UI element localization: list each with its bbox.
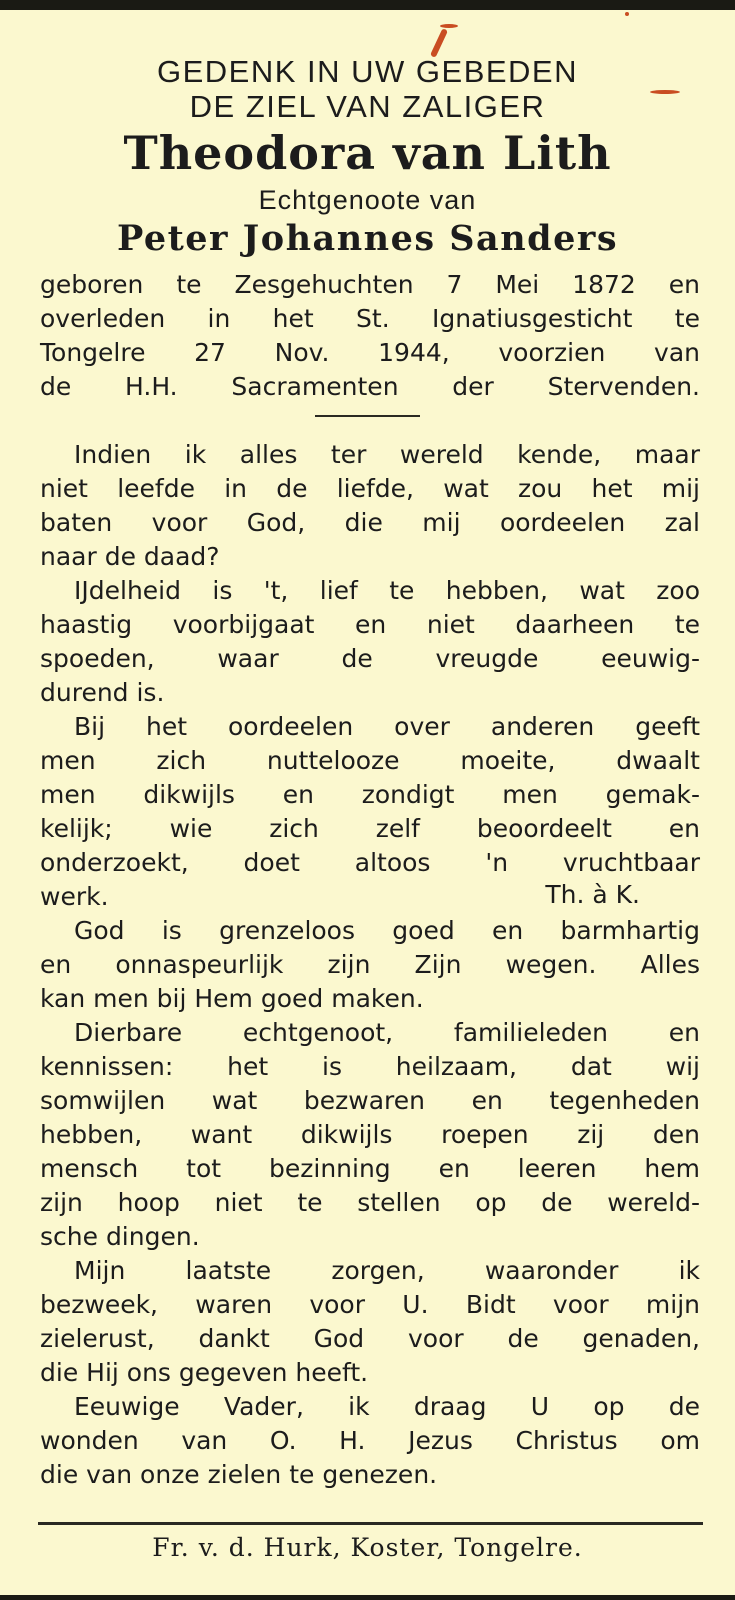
text-line: sche dingen. xyxy=(40,1222,200,1251)
text-line: kan men bij Hem goed maken. xyxy=(40,984,424,1013)
text-line: Mijn laatste zorgen, waaronder ik xyxy=(74,1256,700,1285)
biography-line: geboren te Zesgehuchten 7 Mei 1872 en xyxy=(40,270,700,299)
text-line: IJdelheid is 't, lief te hebben, wat zoo xyxy=(74,576,700,605)
text-line: somwijlen wat bezwaren en tegenheden xyxy=(40,1086,700,1115)
text-line: onderzoekt, doet altoos 'n vruchtbaar xyxy=(40,848,700,877)
biography-line: overleden in het St. Ignatiusgesticht te xyxy=(40,304,700,333)
footer-divider xyxy=(38,1522,703,1525)
deceased-name: Theodora van Lith xyxy=(123,126,612,180)
text-line: Indien ik alles ter wereld kende, maar xyxy=(74,440,700,469)
ink-stain xyxy=(625,12,629,16)
text-line: men dikwijls en zondigt men gemak- xyxy=(40,780,700,809)
text-line: hebben, want dikwijls roepen zij den xyxy=(40,1120,700,1149)
text-line: Bij het oordeelen over anderen geeft xyxy=(74,712,700,741)
text-line: kennissen: het is heilzaam, dat wij xyxy=(40,1052,700,1081)
text-line: niet leefde in de liefde, wat zou het mij xyxy=(40,474,700,503)
text-line: die van onze zielen te genezen. xyxy=(40,1460,438,1489)
text-line: durend is. xyxy=(40,678,165,707)
memorial-card xyxy=(0,10,735,1595)
text-line: werk. xyxy=(40,882,109,911)
text-line: haastig voorbijgaat en niet daarheen te xyxy=(40,610,700,639)
text-line: en onnaspeurlijk zijn Zijn wegen. Alles xyxy=(40,950,700,979)
spouse-intro: Echtgenoote van xyxy=(258,185,477,215)
text-line: kelijk; wie zich zelf beoordeelt en xyxy=(40,814,700,843)
text-line: die Hij ons gegeven heeft. xyxy=(40,1358,369,1387)
text-line: bezweek, waren voor U. Bidt voor mijn xyxy=(40,1290,700,1319)
header-line-2: DE ZIEL VAN ZALIGER xyxy=(189,89,546,124)
header-line-1: GEDENK IN UW GEBEDEN xyxy=(157,54,578,89)
text-line: naar de daad? xyxy=(40,542,220,571)
text-line: zielerust, dankt God voor de genaden, xyxy=(40,1324,700,1353)
spouse-name: Peter Johannes Sanders xyxy=(116,218,619,259)
ink-stain xyxy=(440,24,458,28)
text-line: baten voor God, die mij oordeelen zal xyxy=(40,508,700,537)
text-line: wonden van O. H. Jezus Christus om xyxy=(40,1426,700,1455)
quote-attribution: Th. à K. xyxy=(545,880,640,909)
text-line: God is grenzeloos goed en barmhartig xyxy=(74,916,700,945)
biography-line: Tongelre 27 Nov. 1944, voorzien van xyxy=(40,338,700,367)
divider xyxy=(315,415,420,417)
text-line: mensch tot bezinning en leeren hem xyxy=(40,1154,700,1183)
text-line: men zich nutteloozе moeite, dwaalt xyxy=(40,746,700,775)
text-line: Eeuwige Vader, ik draag U op de xyxy=(74,1392,700,1421)
text-line: spoeden, waar de vreugde eeuwig- xyxy=(40,644,700,673)
text-line: Dierbare echtgenoot, familieleden en xyxy=(74,1018,700,1047)
biography-line: de H.H. Sacramenten der Stervenden. xyxy=(40,372,700,401)
printer-footer: Fr. v. d. Hurk, Koster, Tongelre. xyxy=(152,1533,583,1562)
text-line: zijn hoop niet te stellen op de wereld- xyxy=(40,1188,700,1217)
